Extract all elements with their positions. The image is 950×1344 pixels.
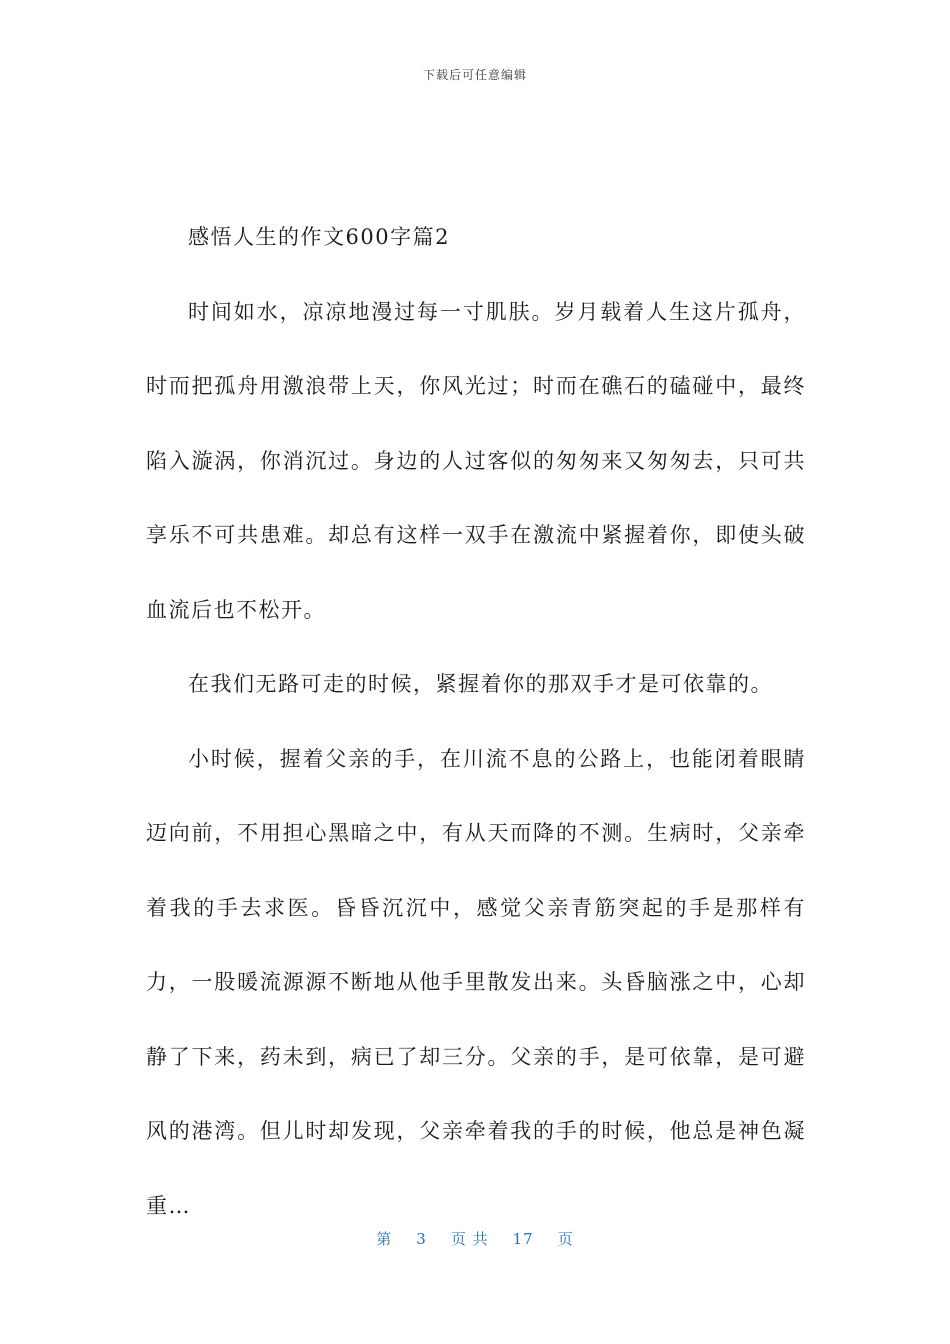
footer-prefix: 第 [376,1230,393,1248]
total-pages-number: 17 [512,1230,534,1248]
document-body [146,200,806,1243]
current-page-number: 3 [416,1230,427,1248]
footer-suffix: 页 [557,1230,574,1248]
header-note: 下载后可任意编辑 [422,68,527,82]
footer-middle: 页 共 [450,1230,489,1248]
page-number-footer [0,1228,950,1249]
document-title: 感悟人生的作文600字篇2 [188,225,450,249]
paragraph: 在我们无路可走的时候，紧握着你的那双手才是可依靠的。 [188,672,773,696]
paragraph: 小时候，握着父亲的手，在川流不息的公路上，也能闭着眼睛迈向前，不用担心黑暗之中，有从天而降的不测。生病时，父亲牵着我的手去求医。昏昏沉沉中，感觉父亲青筋突起的手是那样有力，一股暖流源源不断地从他手里散发出来。头昏脑涨之中，心却静了下来，药未到，病已了却三分。父亲的手，是可依靠，是可避风的港湾。但儿时却发现，父亲牵着我的手的时候，他总是神色凝重… [146,746,806,1218]
paragraph: 时间如水，凉凉地漫过每一寸肌肤。岁月载着人生这片孤舟，时而把孤舟用激浪带上天，你风光过；时而在礁石的磕碰中，最终陷入漩涡，你消沉过。身边的人过客似的匆匆来又匆匆去，只可共享乐不可共患难。却总有这样一双手在激流中紧握着你，即使头破血流后也不松开。 [146,299,806,622]
